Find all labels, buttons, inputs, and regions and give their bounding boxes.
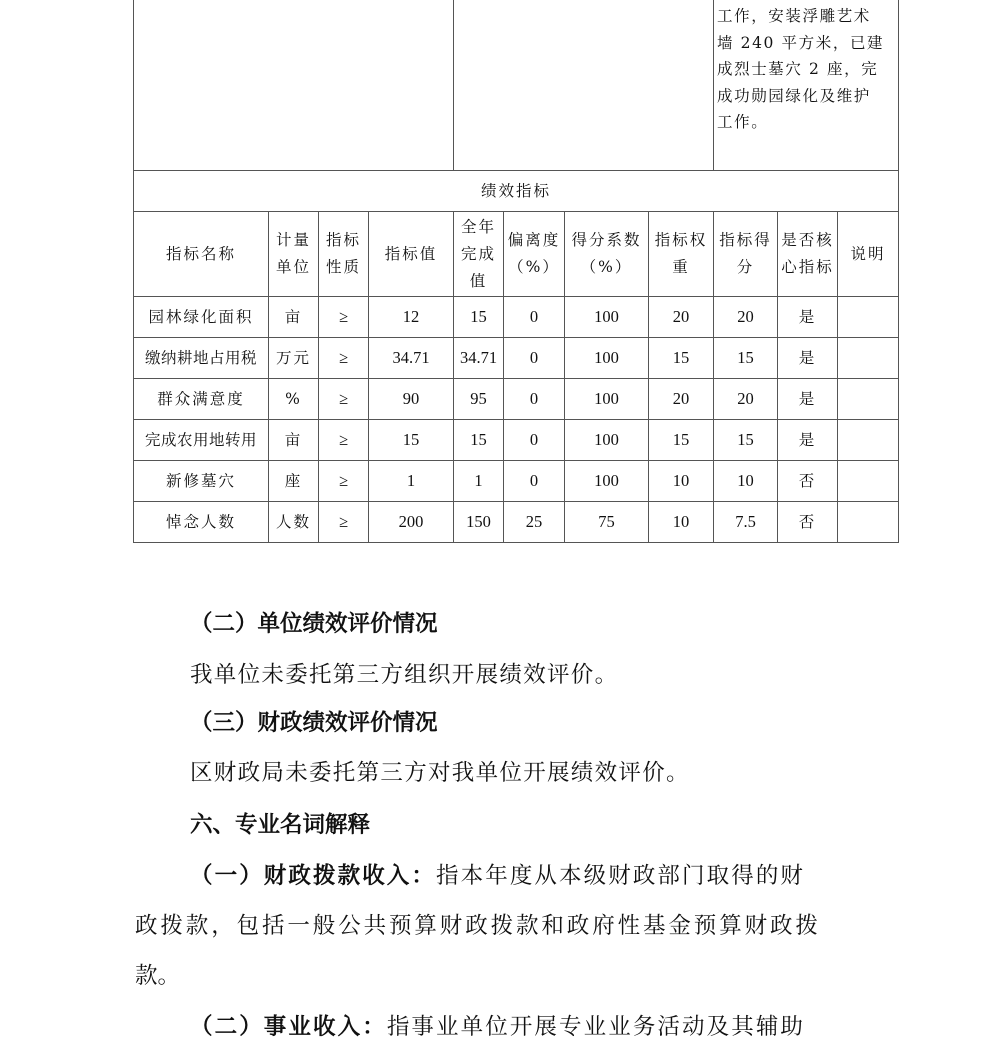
cell-score: 15 <box>714 338 778 379</box>
cell-nature: ≥ <box>319 461 369 502</box>
cell-coef: 100 <box>565 461 649 502</box>
header-actual: 全年 完成 值 <box>454 212 504 297</box>
cell-core: 是 <box>778 338 838 379</box>
header-core: 是否核 心指标 <box>778 212 838 297</box>
section-title: 绩效指标 <box>134 171 899 212</box>
cell-deviation: 0 <box>504 338 565 379</box>
description-line: 工作。 <box>717 113 769 131</box>
cell-nature: ≥ <box>319 379 369 420</box>
cell-core: 是 <box>778 379 838 420</box>
cell-actual: 150 <box>454 502 504 543</box>
paragraph-unit-evaluation: 我单位未委托第三方组织开展绩效评价。 <box>190 662 619 688</box>
term1-line1 <box>190 861 805 891</box>
empty-cell <box>454 0 714 171</box>
table-row <box>134 338 899 379</box>
table-row <box>134 420 899 461</box>
header-score: 指标得 分 <box>714 212 778 297</box>
cell-core: 否 <box>778 461 838 502</box>
cell-name: 悼念人数 <box>134 502 269 543</box>
cell-core: 否 <box>778 502 838 543</box>
header-target: 指标值 <box>369 212 454 297</box>
cell-note <box>838 338 899 379</box>
cell-target: 90 <box>369 379 454 420</box>
description-cell <box>714 0 899 171</box>
cell-score: 20 <box>714 379 778 420</box>
term2-text: 指事业单位开展专业业务活动及其辅助 <box>386 1014 806 1040</box>
cell-weight: 10 <box>649 461 714 502</box>
cell-actual: 15 <box>454 420 504 461</box>
cell-weight: 15 <box>649 338 714 379</box>
cell-actual: 34.71 <box>454 338 504 379</box>
term2-label: （二）事业收入： <box>190 1014 387 1040</box>
heading-unit-evaluation: （二）单位绩效评价情况 <box>190 611 438 637</box>
cell-nature: ≥ <box>319 297 369 338</box>
cell-weight: 10 <box>649 502 714 543</box>
cell-target: 200 <box>369 502 454 543</box>
performance-table <box>133 0 899 543</box>
header-coef: 得分系数 （%） <box>565 212 649 297</box>
cell-nature: ≥ <box>319 420 369 461</box>
cell-unit: % <box>269 379 319 420</box>
description-row <box>134 0 899 171</box>
cell-core: 是 <box>778 297 838 338</box>
header-weight: 指标权 重 <box>649 212 714 297</box>
cell-nature: ≥ <box>319 502 369 543</box>
term1-line3: 款。 <box>135 963 181 989</box>
cell-target: 34.71 <box>369 338 454 379</box>
term1-text: 指本年度从本级财政部门取得的财 <box>436 863 806 889</box>
cell-name: 完成农用地转用 <box>134 420 269 461</box>
cell-unit: 座 <box>269 461 319 502</box>
header-note: 说明 <box>838 212 899 297</box>
cell-note <box>838 379 899 420</box>
paragraph-fin-evaluation: 区财政局未委托第三方对我单位开展绩效评价。 <box>190 760 690 786</box>
cell-target: 15 <box>369 420 454 461</box>
cell-name: 缴纳耕地占用税 <box>134 338 269 379</box>
cell-score: 7.5 <box>714 502 778 543</box>
header-row <box>134 212 899 297</box>
cell-score: 10 <box>714 461 778 502</box>
cell-unit: 亩 <box>269 420 319 461</box>
cell-deviation: 25 <box>504 502 565 543</box>
cell-note <box>838 502 899 543</box>
cell-coef: 75 <box>565 502 649 543</box>
cell-weight: 15 <box>649 420 714 461</box>
cell-coef: 100 <box>565 297 649 338</box>
header-nature: 指标 性质 <box>319 212 369 297</box>
header-deviation: 偏离度 （%） <box>504 212 565 297</box>
table-row <box>134 297 899 338</box>
cell-unit: 亩 <box>269 297 319 338</box>
description-line: 墙 240 平方米，已建 <box>717 33 885 52</box>
cell-name: 群众满意度 <box>134 379 269 420</box>
cell-deviation: 0 <box>504 379 565 420</box>
cell-actual: 1 <box>454 461 504 502</box>
cell-weight: 20 <box>649 297 714 338</box>
empty-cell <box>134 0 454 171</box>
cell-core: 是 <box>778 420 838 461</box>
cell-deviation: 0 <box>504 420 565 461</box>
cell-deviation: 0 <box>504 297 565 338</box>
cell-unit: 人数 <box>269 502 319 543</box>
cell-actual: 95 <box>454 379 504 420</box>
cell-deviation: 0 <box>504 461 565 502</box>
cell-coef: 100 <box>565 338 649 379</box>
cell-unit: 万元 <box>269 338 319 379</box>
term1-label: （一）财政拨款收入： <box>190 863 437 889</box>
cell-coef: 100 <box>565 420 649 461</box>
cell-target: 12 <box>369 297 454 338</box>
cell-note <box>838 420 899 461</box>
description-line: 工作，安装浮雕艺术 <box>717 7 871 25</box>
header-unit: 计量 单位 <box>269 212 319 297</box>
table-row <box>134 461 899 502</box>
heading-fin-evaluation: （三）财政绩效评价情况 <box>190 710 438 736</box>
heading-terms: 六、专业名词解释 <box>190 812 371 838</box>
term2-line1 <box>190 1012 805 1042</box>
description-line: 成功勋园绿化及维护 <box>717 86 871 105</box>
cell-score: 20 <box>714 297 778 338</box>
section-title-row <box>134 171 899 212</box>
cell-note <box>838 297 899 338</box>
table-row <box>134 379 899 420</box>
cell-score: 15 <box>714 420 778 461</box>
header-name: 指标名称 <box>134 212 269 297</box>
cell-weight: 20 <box>649 379 714 420</box>
cell-nature: ≥ <box>319 338 369 379</box>
table-row <box>134 502 899 543</box>
term1-line2: 政拨款，包括一般公共预算财政拨款和政府性基金预算财政拨 <box>135 913 821 939</box>
cell-name: 新修墓穴 <box>134 461 269 502</box>
cell-target: 1 <box>369 461 454 502</box>
cell-name: 园林绿化面积 <box>134 297 269 338</box>
cell-note <box>838 461 899 502</box>
cell-actual: 15 <box>454 297 504 338</box>
cell-coef: 100 <box>565 379 649 420</box>
description-line: 成烈士墓穴 2 座，完 <box>717 60 879 78</box>
